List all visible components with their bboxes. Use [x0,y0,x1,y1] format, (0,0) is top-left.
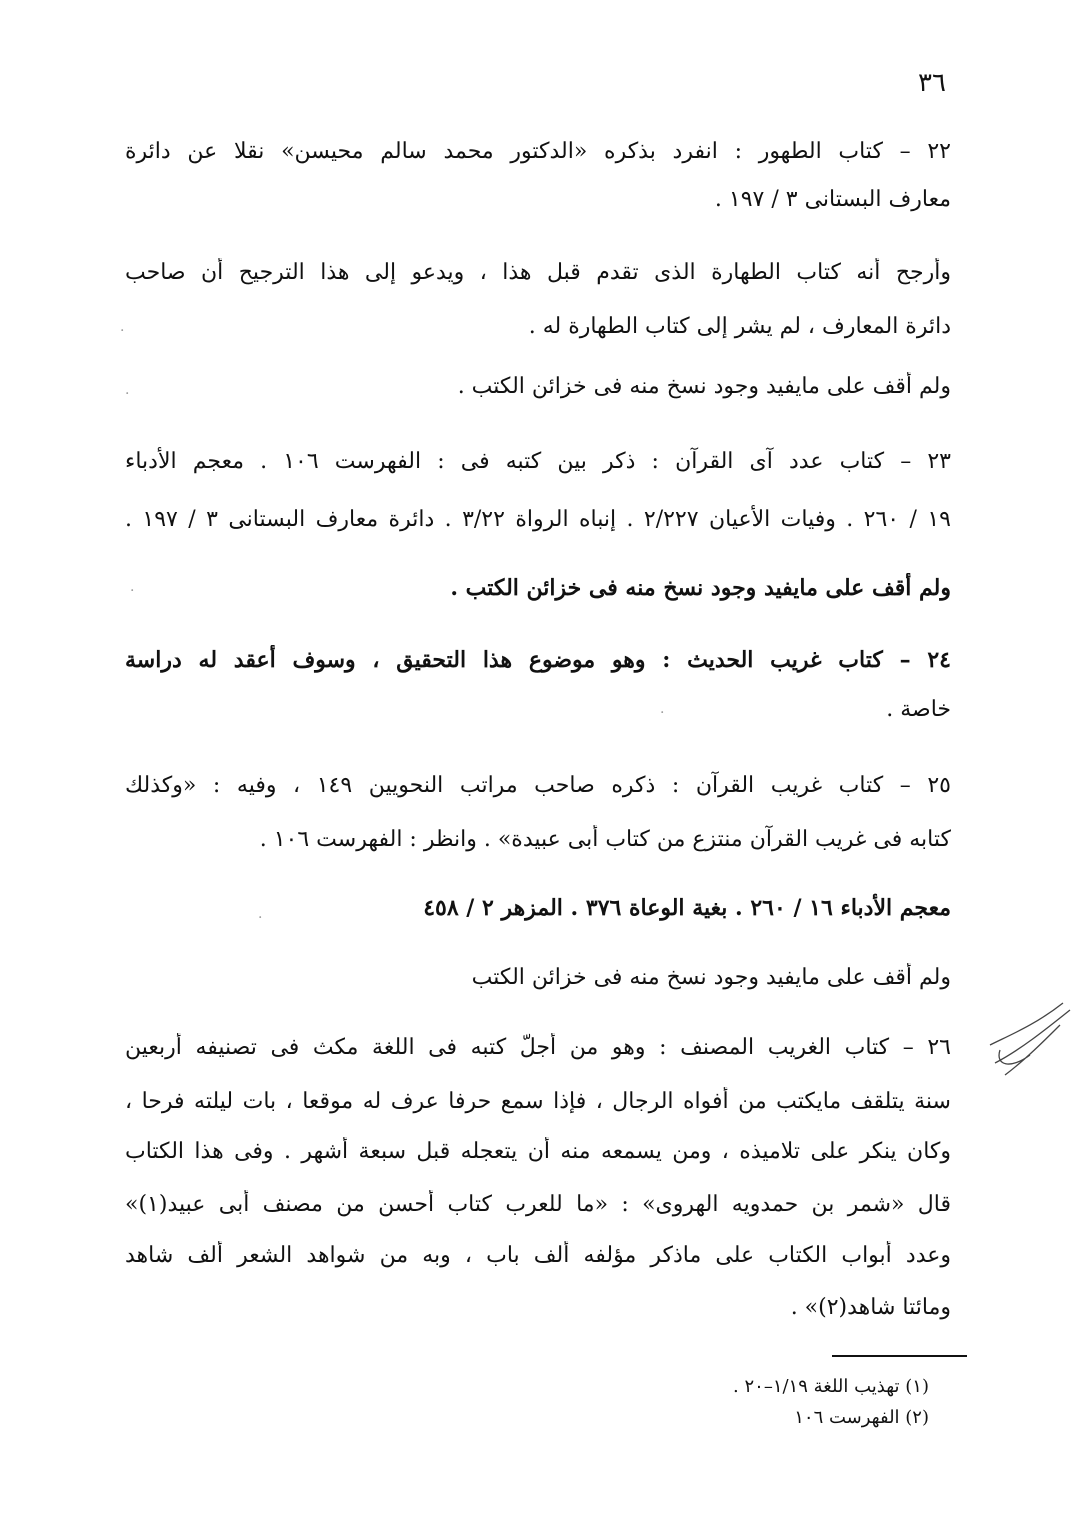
text-line: معجم الأدباء ١٦ / ٢٦٠ . بغية الوعاة ٣٧٦ . المزهر ٢ / ٤٥٨ [423,895,951,921]
scan-speck: · [120,323,125,339]
scan-speck: · [660,705,665,721]
page-number: ٣٦ [918,68,946,98]
text-line: ١٩ / ٢٦٠ . وفيات الأعيان ٢/٢٢٧ . إنباه الرواة ٣/٢٢ . دائرة معارف البستانى ٣ / ١٩٧ . [125,507,951,532]
text-line: وكان ينكر على تلاميذه ، ومن يسمعه منه أن يتعجله قبل سبعة أشهر . وفى هذا الكتاب [125,1139,951,1164]
text-line: كتابه فى غريب القرآن منتزع من كتاب أبى عبيدة» . وانظر : الفهرست ١٠٦ . [259,827,951,852]
text-line: ولم أقف على مايفيد وجود نسخ منه فى خزائن الكتب . [457,374,951,399]
text-line: خاصة . [886,697,951,722]
text-line: قال «شمر بن حمدويه الهروى» : «ما للعرب كتاب أحسن من مصنف أبى عبيد(١)» [125,1192,951,1217]
text-line: سنة يتلقف مايكتب من أفواه الرجال ، فإذا سمع حرفا عرف له موقعا ، بات ليلته فرحا ، [125,1089,951,1114]
handwritten-mark [985,995,1075,1090]
text-line: وعدد أبواب الكتاب على ماذكر مؤلفه ألف باب ، وبه من شواهد الشعر ألف شاهد [125,1243,951,1268]
text-line: ٢٣ – كتاب عدد آى القرآن : ذكر بين كتبه فى : الفهرست ١٠٦ . معجم الأدباء [125,449,951,474]
text-line: ولم أقف على مايفيد وجود نسخ منه فى خزائن الكتب . [450,575,951,601]
text-line: ٢٥ – كتاب غريب القرآن : ذكره صاحب مراتب النحويين ١٤٩ ، وفيه : «وكذلك [125,773,951,798]
text-line: ٢٤ – كتاب غريب الحديث : وهو موضوع هذا التحقيق ، وسوف أعقد له دراسة [125,647,951,673]
text-line: ٢٢ – كتاب الطهور : انفرد بذكره «الدكتور محمد سالم محيسن» نقلا عن دائرة [125,139,951,164]
scan-speck: · [258,910,263,926]
scan-speck: · [130,583,135,599]
text-line: معارف البستانى ٣ / ١٩٧ . [714,187,951,212]
text-line: ولم أقف على مايفيد وجود نسخ منه فى خزائن الكتب [471,965,951,990]
scan-speck: · [125,386,130,402]
text-line: ٢٦ – كتاب الغريب المصنف : وهو من أجلّ كتبه فى اللغة مكث فى تصنيفه أربعين [125,1035,951,1060]
text-line: وأرجح أنه كتاب الطهارة الذى تقدم قبل هذا ، ويدعو إلى هذا الترجيح أن صاحب [125,260,951,285]
footnote: (٢) الفهرست ١٠٦ [794,1407,929,1428]
footnote: (١) تهذيب اللغة ١/١٩–٢٠ . [733,1376,929,1397]
footnote-separator [832,1355,967,1357]
text-line: ومائتا شاهد(٢)» . [790,1295,951,1320]
text-line: دائرة المعارف ، لم يشر إلى كتاب الطهارة له . [528,314,951,339]
